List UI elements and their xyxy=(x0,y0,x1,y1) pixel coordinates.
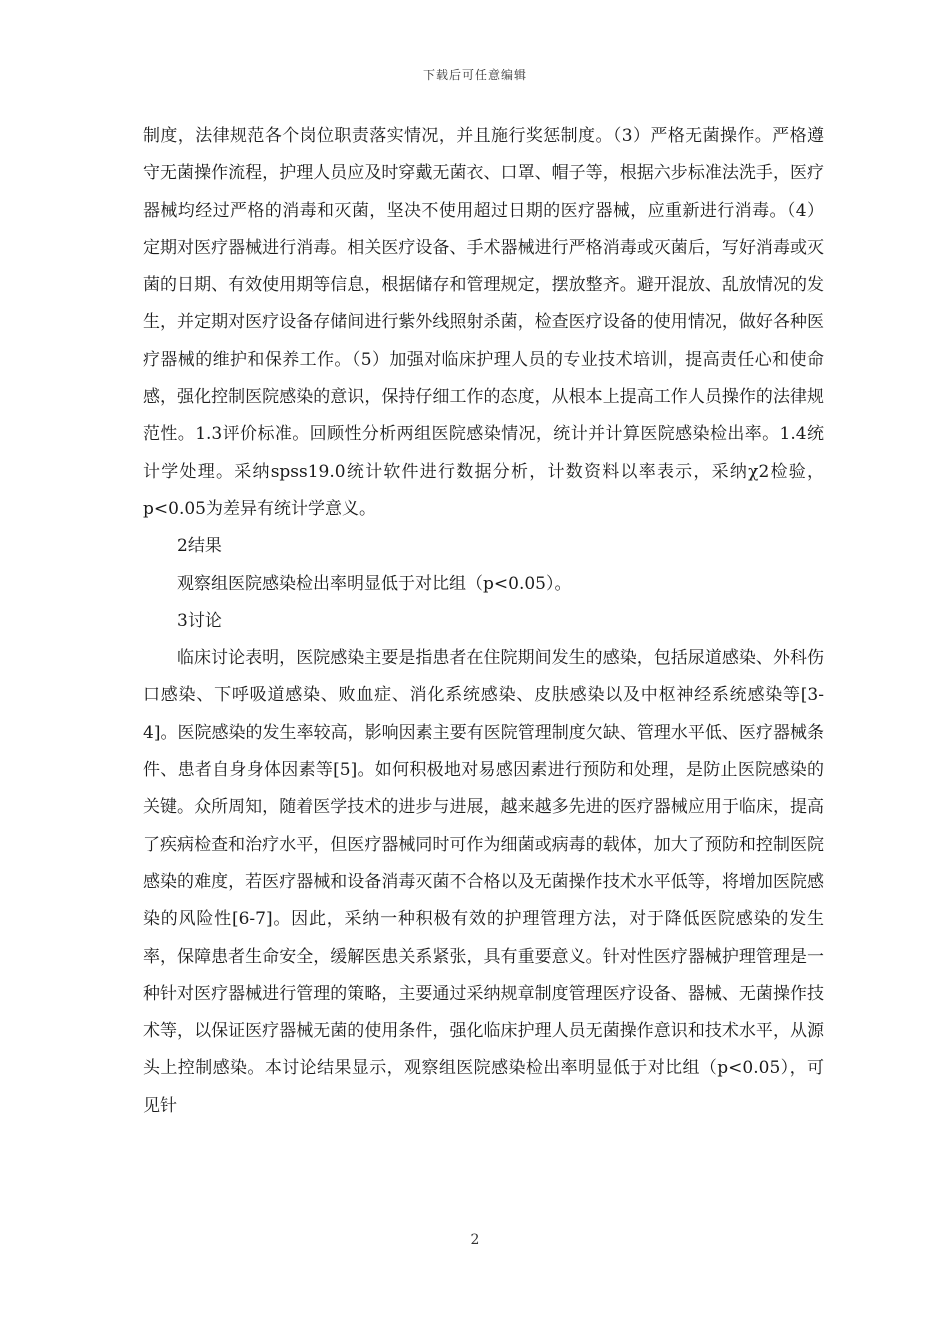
page-header: 下载后可任意编辑 xyxy=(422,68,527,82)
results-heading: 2结果 xyxy=(177,536,222,557)
discussion-heading: 3讨论 xyxy=(177,610,222,631)
results-paragraph: 观察组医院感染检出率明显低于对比组（p<0.05）。 xyxy=(177,573,572,594)
discussion-paragraph: 临床讨论表明，医院感染主要是指患者在住院期间发生的感染，包括尿道感染、外科伤口感染、下呼吸道感染、败血症、消化系统感染、皮肤感染以及中枢神经系统感染等[3-4]。医院感染的发生率较高，影响因素主要有医院管理制度欠缺、管理水平低、医疗器械条件、患者自身身体因素等[5]。如何积极地对易感因素进行预防和处理，是防止医院感染的关键。众所周知，随着医学技术的进步与进展，越来越多先进的医疗器械应用于临床，提高了疾病检查和治疗水平，但医疗器械同时可作为细菌或病毒的载体，加大了预防和控制医院感染的难度，若医疗器械和设备消毒灭菌不合格以及无菌操作技术水平低等，将增加医院感染的风险性[6-7]。因此，采纳一种积极有效的护理管理方法，对于降低医院感染的发生率，保障患者生命安全，缓解医患关系紧张，具有重要意义。针对性医疗器械护理管理是一种针对医疗器械进行管理的策略，主要通过采纳规章制度管理医疗设备、器械、无菌操作技术等，以保证医疗器械无菌的使用条件，强化临床护理人员无菌操作意识和技术水平，从源头上控制感染。本讨论结果显示，观察组医院感染检出率明显低于对比组（p<0.05），可见针 xyxy=(143,648,824,1116)
page-number: 2 xyxy=(470,1232,480,1248)
document-body xyxy=(143,118,824,1125)
methods-paragraph: 制度，法律规范各个岗位职责落实情况，并且施行奖惩制度。（3）严格无菌操作。严格遵守无菌操作流程，护理人员应及时穿戴无菌衣、口罩、帽子等，根据六步标准法洗手，医疗器械均经过严格的消毒和灭菌，坚决不使用超过日期的医疗器械，应重新进行消毒。（4）定期对医疗器械进行消毒。相关医疗设备、手术器械进行严格消毒或灭菌后，写好消毒或灭菌的日期、有效使用期等信息，根据储存和管理规定，摆放整齐。避开混放、乱放情况的发生，并定期对医疗设备存储间进行紫外线照射杀菌，检查医疗设备的使用情况，做好各种医疗器械的维护和保养工作。（5）加强对临床护理人员的专业技术培训，提高责任心和使命感，强化控制医院感染的意识，保持仔细工作的态度，从根本上提高工作人员操作的法律规范性。1.3评价标准。回顾性分析两组医院感染情况，统计并计算医院感染检出率。1.4统计学处理。采纳spss19.0统计软件进行数据分析，计数资料以率表示，采纳χ2检验，p<0.05为差异有统计学意义。 xyxy=(143,126,824,519)
